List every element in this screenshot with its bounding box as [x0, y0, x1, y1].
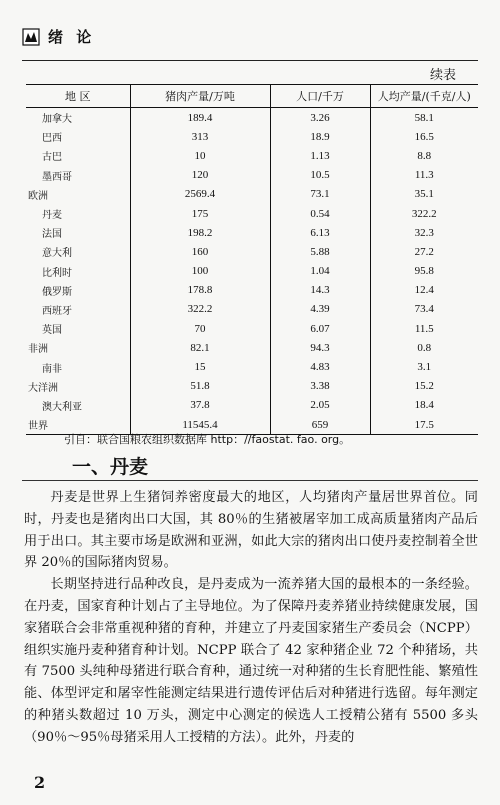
region-cell: 英国	[26, 319, 130, 338]
per-capita-cell: 58.1	[414, 111, 434, 124]
per-capita-cell: 16.5	[414, 130, 434, 143]
pork-output-cell: 189.4	[130, 108, 270, 128]
pork-output-cell: 322.2	[130, 300, 270, 319]
region-cell: 非洲	[26, 338, 130, 357]
header-rule	[22, 60, 478, 61]
table-row	[26, 166, 478, 185]
pork-output-cell: 175	[130, 204, 270, 223]
pork-output-cell: 100	[130, 262, 270, 281]
region-cell: 俄罗斯	[26, 281, 130, 300]
paragraph: 丹麦是世界上生猪饲养密度最大的地区，人均猪肉产量居世界首位。同时，丹麦也是猪肉出口大国，其 80％的生猪被屠宰加工成高质量猪肉产品后用于出口。其主要市场是欧洲和亚洲，如此大宗的猪肉出口使丹麦控制着全世界 20％的国际猪肉贸易。	[24, 490, 478, 571]
table-row	[26, 338, 478, 357]
per-capita-cell: 27.2	[414, 245, 434, 258]
chapter-ornament-icon	[22, 28, 40, 46]
population-cell: 4.39	[270, 300, 370, 319]
per-capita-cell: 15.2	[414, 380, 434, 393]
table-row	[26, 300, 478, 319]
region-cell: 古巴	[26, 146, 130, 165]
table-body	[26, 108, 478, 435]
column-header-per-capita: 人均产量/(千克/人)	[370, 85, 478, 108]
population-cell: 94.3	[270, 338, 370, 357]
running-header	[22, 26, 482, 50]
population-cell: 4.83	[270, 357, 370, 376]
per-capita-cell: 12.4	[414, 284, 434, 297]
table-row	[26, 108, 478, 128]
pork-output-cell: 51.8	[130, 377, 270, 396]
table-continued-label: 续表	[429, 68, 456, 83]
population-cell: 1.13	[270, 146, 370, 165]
pork-production-table	[26, 84, 478, 435]
region-cell: 巴西	[26, 127, 130, 146]
region-cell: 大洋洲	[26, 377, 130, 396]
per-capita-cell: 18.4	[414, 399, 434, 412]
per-capita-cell: 35.1	[414, 188, 434, 201]
table-row	[26, 396, 478, 415]
per-capita-cell: 0.8	[417, 341, 432, 354]
page-number: 2	[34, 773, 46, 792]
pork-output-cell: 37.8	[130, 396, 270, 415]
population-cell: 18.9	[270, 127, 370, 146]
population-cell: 1.04	[270, 262, 370, 281]
table-row	[26, 281, 478, 300]
table-row	[26, 242, 478, 261]
pork-output-cell: 10	[130, 146, 270, 165]
region-cell: 西班牙	[26, 300, 130, 319]
population-cell: 3.38	[270, 377, 370, 396]
table-row	[26, 146, 478, 165]
population-cell: 6.13	[270, 223, 370, 242]
paragraph: 长期坚持进行品种改良，是丹麦成为一流养猪大国的最根本的一条经验。在丹麦，国家育种计划占了主导地位。为了保障丹麦养猪业持续健康发展，国家猪联合会非常重视种猪的育种，并建立了丹麦国家猪生产委员会（NCPP）组织实施丹麦种猪育种计划。NCPP 联合了 42 家种猪企业 72 个种猪场，共有 7500 头纯种母猪进行联合育种，通过统一对种猪的生长育肥性能、繁殖性能、体型评定和屠宰性能测定结果进行遗传评估后对种猪进行选留。每年测定的种猪头数超过 10 万头，测定中心测定的候选人工授精公猪有 5500 多头（90％～95％母猪采用人工授精的方法）。此外，丹麦的	[24, 577, 478, 745]
per-capita-cell: 17.5	[370, 415, 478, 435]
per-capita-cell: 95.8	[414, 265, 434, 278]
population-cell: 3.26	[270, 108, 370, 128]
pork-output-cell: 178.8	[130, 281, 270, 300]
region-cell: 意大利	[26, 242, 130, 261]
population-cell: 5.88	[270, 242, 370, 261]
column-header-region: 地 区	[26, 85, 130, 108]
region-cell: 南非	[26, 357, 130, 376]
per-capita-cell: 11.3	[414, 169, 434, 182]
pork-output-cell: 160	[130, 242, 270, 261]
pork-output-cell: 313	[130, 127, 270, 146]
region-cell: 墨西哥	[26, 166, 130, 185]
pork-output-cell: 120	[130, 166, 270, 185]
table-row	[26, 377, 478, 396]
running-header-title: 绪 论	[48, 28, 96, 46]
population-cell: 10.5	[270, 166, 370, 185]
per-capita-cell: 11.5	[414, 322, 434, 335]
pork-output-cell: 11545.4	[130, 415, 270, 435]
table-row	[26, 185, 478, 204]
column-header-population: 人口/千万	[270, 85, 370, 108]
population-cell: 14.3	[270, 281, 370, 300]
table-source-note: 引自：联合国粮农组织数据库 http：//faostat. fao. org。	[64, 433, 351, 446]
population-cell: 6.07	[270, 319, 370, 338]
section-heading: 一、丹麦	[72, 456, 149, 478]
population-cell: 2.05	[270, 396, 370, 415]
table-header-row	[26, 85, 478, 108]
per-capita-cell: 73.4	[414, 303, 434, 316]
section-rule	[22, 480, 478, 481]
region-cell: 欧洲	[26, 185, 130, 204]
pork-output-cell: 70	[130, 319, 270, 338]
table-row	[26, 127, 478, 146]
region-cell: 加拿大	[26, 108, 130, 128]
population-cell: 0.54	[270, 204, 370, 223]
table-row	[26, 357, 478, 376]
pork-output-cell: 15	[130, 357, 270, 376]
pork-output-cell: 82.1	[130, 338, 270, 357]
table-row	[26, 223, 478, 242]
per-capita-cell: 32.3	[414, 226, 434, 239]
region-cell: 比利时	[26, 262, 130, 281]
per-capita-cell: 8.8	[417, 149, 432, 162]
per-capita-cell: 322.2	[411, 207, 437, 220]
column-header-pork-output: 猪肉产量/万吨	[130, 85, 270, 108]
region-cell: 澳大利亚	[26, 396, 130, 415]
per-capita-cell: 3.1	[417, 361, 432, 374]
population-cell: 659	[270, 415, 370, 435]
pork-output-cell: 2569.4	[130, 185, 270, 204]
pork-output-cell: 198.2	[130, 223, 270, 242]
table-row	[26, 262, 478, 281]
table-row	[26, 204, 478, 223]
population-cell: 73.1	[270, 185, 370, 204]
region-cell: 丹麦	[26, 204, 130, 223]
region-cell: 法国	[26, 223, 130, 242]
body-text	[24, 487, 478, 749]
table-row	[26, 319, 478, 338]
region-cell: 世界	[26, 415, 130, 435]
